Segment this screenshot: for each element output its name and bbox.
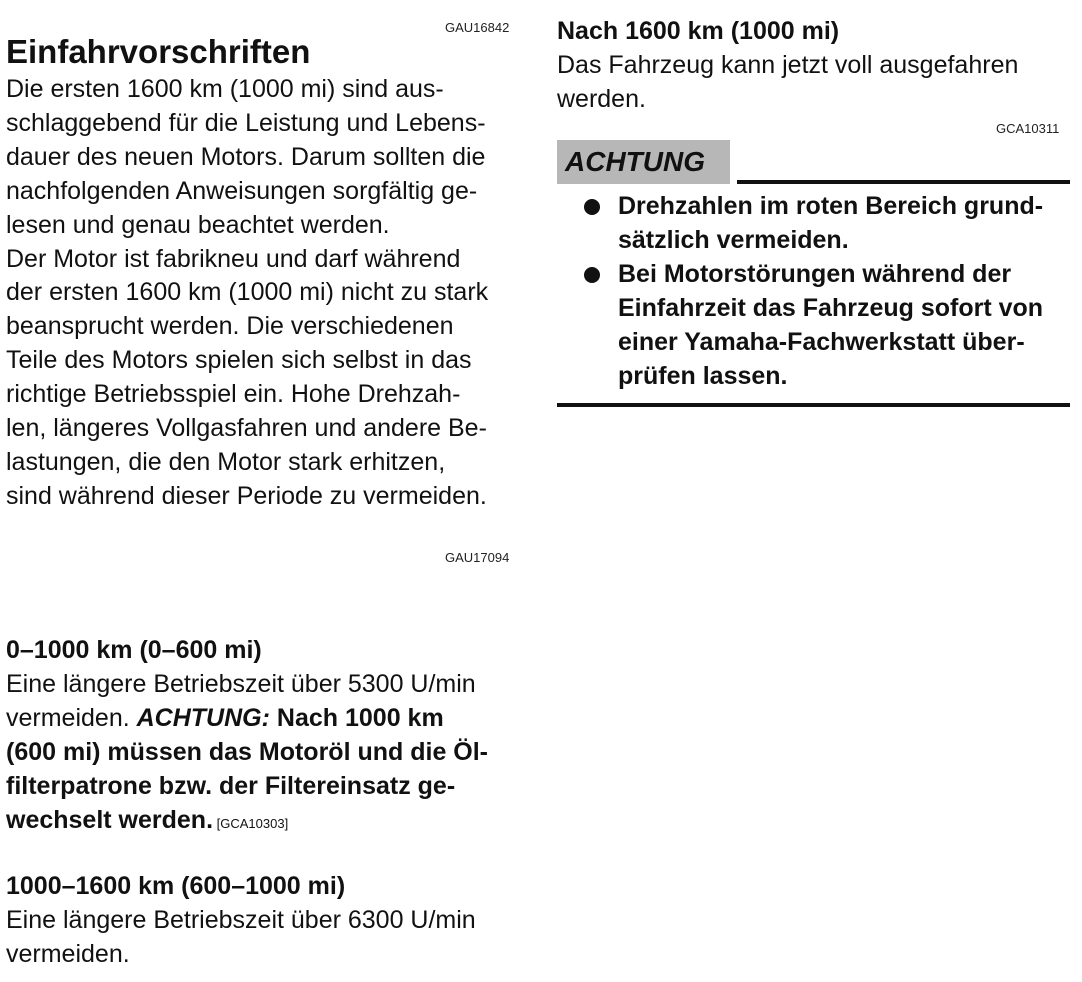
text-line: sätzlich vermeiden. bbox=[618, 225, 849, 254]
text-line: Bei Motorstörungen während der bbox=[618, 259, 1012, 288]
doc-code-gau16842: GAU16842 bbox=[445, 20, 510, 35]
achtung-inline-label: ACHTUNG: bbox=[136, 703, 270, 732]
text-line: werden. bbox=[557, 84, 646, 113]
intro-paragraph bbox=[6, 73, 536, 514]
doc-code-gca10311: GCA10311 bbox=[996, 121, 1060, 136]
reference-code: [GCA10303] bbox=[213, 815, 289, 831]
text-line: lastungen, die den Motor stark erhitzen, bbox=[6, 447, 446, 476]
text-line: nachfolgenden Anweisungen sorgfältig ge- bbox=[6, 176, 478, 205]
text-line: len, längeres Vollgasfahren und andere Be- bbox=[6, 414, 487, 443]
text-span: vermeiden. bbox=[6, 703, 137, 732]
text-line: richtige Betriebsspiel ein. Hohe Drehzah- bbox=[6, 380, 461, 409]
achtung-header bbox=[557, 140, 1070, 186]
text-span: Nach 1000 km bbox=[269, 703, 444, 732]
text-line: Der Motor ist fabrikneu und darf während bbox=[6, 244, 461, 273]
text-line: lesen und genau beachtet werden. bbox=[6, 210, 390, 239]
achtung-rule bbox=[737, 180, 1070, 184]
text-line: schlaggebend für die Leistung und Lebens- bbox=[6, 108, 486, 137]
section-after-1600km bbox=[557, 15, 1077, 117]
text-line bbox=[6, 804, 536, 841]
text-line: sind während dieser Periode zu vermeiden. bbox=[6, 481, 487, 510]
text-line: prüfen lassen. bbox=[618, 361, 788, 390]
text-line: filterpatrone bzw. der Filtereinsatz ge- bbox=[6, 771, 456, 800]
text-span: wechselt werden. bbox=[6, 805, 214, 834]
text-line: Das Fahrzeug kann jetzt voll ausgefahren bbox=[557, 50, 1019, 79]
warning-item bbox=[580, 190, 1075, 258]
text-line: beansprucht werden. Die verschiedenen bbox=[6, 312, 454, 341]
section-heading: 0–1000 km (0–600 mi) bbox=[6, 636, 262, 664]
page-title: Einfahrvorschriften bbox=[6, 33, 311, 70]
achtung-bottom-rule bbox=[557, 403, 1070, 407]
text-line: Drehzahlen im roten Bereich grund- bbox=[618, 192, 1044, 220]
text-line: Eine längere Betriebszeit über 5300 U/min bbox=[6, 669, 476, 698]
text-line: der ersten 1600 km (1000 mi) nicht zu stark bbox=[6, 278, 489, 307]
text-line: vermeiden. bbox=[6, 939, 130, 968]
section-heading: Nach 1600 km (1000 mi) bbox=[557, 17, 840, 45]
section-heading: 1000–1600 km (600–1000 mi) bbox=[6, 872, 346, 900]
section-0-1000km bbox=[6, 634, 536, 840]
warning-item bbox=[580, 258, 1075, 394]
achtung-label-box bbox=[557, 140, 730, 184]
text-line: Einfahrzeit das Fahrzeug sofort von bbox=[618, 293, 1044, 322]
warning-list bbox=[580, 190, 1075, 393]
text-line: Eine längere Betriebszeit über 6300 U/min bbox=[6, 905, 476, 934]
text-line: dauer des neuen Motors. Darum sollten die bbox=[6, 142, 486, 171]
text-line: Die ersten 1600 km (1000 mi) sind aus- bbox=[6, 75, 444, 103]
doc-code-gau17094: GAU17094 bbox=[445, 550, 510, 565]
bullet-icon bbox=[584, 199, 600, 215]
section-1000-1600km bbox=[6, 870, 536, 972]
achtung-label: ACHTUNG bbox=[565, 146, 705, 177]
text-line: Teile des Motors spielen sich selbst in das bbox=[6, 346, 472, 375]
text-line: (600 mi) müssen das Motoröl und die Öl- bbox=[6, 737, 489, 766]
bullet-icon bbox=[584, 267, 600, 283]
text-line: einer Yamaha-Fachwerkstatt über- bbox=[618, 327, 1025, 356]
text-line bbox=[6, 702, 536, 736]
